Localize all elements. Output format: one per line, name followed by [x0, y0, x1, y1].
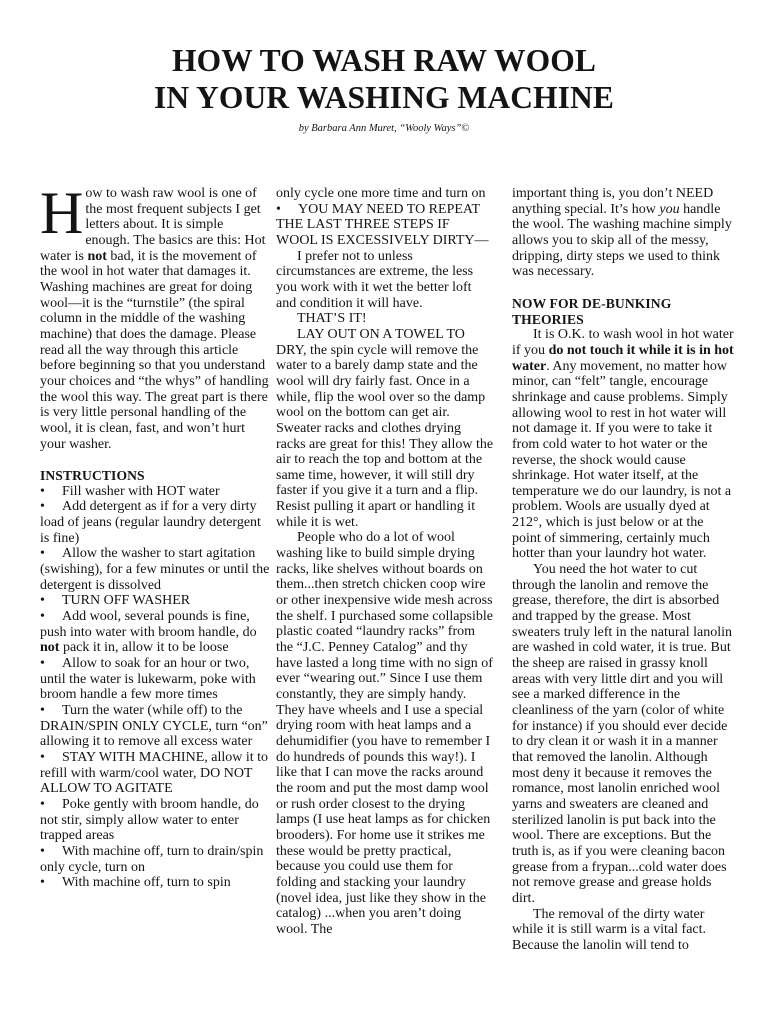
- debunking-heading: NOW FOR DE-BUNKING THEORIES: [512, 295, 672, 327]
- list-item: • Poke gently with broom handle, do not stir, simply allow water to enter trapped areas: [40, 796, 259, 844]
- continued-text: important thing is, you don’t NEED anything special. It’s how you handle the wool. The washing machine simply allows you to skip all of the messy, dripping, dirty steps we used to think was necessary.: [512, 186, 732, 280]
- paragraph: People who do a lot of wool washing like to build simple drying racks, like shelves without boards on them...then stretch chicken coop wire or other inexpensive wide mesh across the shelf. I purchased some collapsible plastic coated “laundry racks” from the “J.C. Penney Catalog” and thy have lasted a long time with no sign of ever “wearing out.” Since I use them constantly, they are simply handy. They have wheels and I use a special drying room with heat lamps and a dehumidifier (you have to remember I do hundreds of pounds this way!). I like that I can move the racks around the room and put the most damp wool or rush order closest to the drying lamps (I use heat lamps as for chicken brooders). For home use it strikes me these would be pretty practical, because you could use them for folding and stacking your laundry (novel idea, just like they show in the catalog) ...when you aren’t doing wool. The: [276, 530, 493, 937]
- paragraph: The removal of the dirty water while it is still warm is a vital fact. Because the lanolin will tend to: [512, 906, 707, 953]
- list-item: • Add wool, several pounds is fine, push into water with broom handle, do not pack it in, allow it to be loose: [40, 609, 257, 656]
- title-line-1: HOW TO WASH RAW WOOL: [172, 43, 596, 78]
- drop-cap: H: [40, 180, 84, 246]
- column-3: [512, 186, 734, 954]
- paragraph: It is O.K. to wash wool in hot water if you do not touch it while it is in hot water. Any movement, no matter how minor, can “felt” tangle, encourage shrinkage and cause problems. Simply allowing wool to rest in hot water will not damage it. If you were to take it from cold water to hot water or the reverse, the shock would cause shrinkage. Hot water itself, at the temperature we do our laundry, is not a problem. Wools are usually dyed at 212°, which is just below or at the point of simmering, certainly much hotter than your laundry hot water.: [512, 327, 734, 562]
- article-title: [0, 42, 768, 116]
- list-item: • TURN OFF WASHER: [40, 593, 191, 609]
- list-item: • With machine off, turn to spin: [40, 875, 231, 891]
- instructions-heading: INSTRUCTIONS: [40, 468, 145, 484]
- title-line-2: IN YOUR WASHING MACHINE: [154, 80, 614, 115]
- list-item: • With machine off, turn to drain/spin only cycle, turn on: [40, 843, 264, 875]
- intro-paragraph: How to wash raw wool is one of the most frequent subjects I get letters about. It is simple enough. The basics are this: Hot water is not bad, it is the movement of the wool in hot water that damages it. Washing machines are great for doing wool—it is the “turnstile” (the spiral column in the middle of the washing machine) that does the damage. Please read all the way through this article before beginning so that you understand your choices and “the whys” of handling the wool this way. The great part is there is very little personal handling of the wool, it is clean, fast, and won’t hurt your washer.: [40, 180, 269, 452]
- paragraph: I prefer not to unless circumstances are extreme, the less you work with it wet the better loft and condition it will have.: [276, 248, 474, 311]
- list-item: • YOU MAY NEED TO REPEAT THE LAST THREE STEPS IF WOOL IS EXCESSIVELY DIRTY—: [276, 201, 489, 248]
- paragraph: THAT’S IT!: [297, 311, 367, 327]
- list-item: • Fill washer with HOT water: [40, 483, 220, 499]
- paragraph: LAY OUT ON A TOWEL TO DRY, the spin cycle will remove the water to a barely damp state and the wool will dry fairly fast. Once in a while, flip the wool over so the damp wool on the bottom can get air. Sweater racks and clothes drying racks are great for this! They allow the air to reach the top and bottom at the same time, however, it will still dry faster if you give it a turn and a flip. Resist pulling it apart or handling it while it is wet.: [276, 326, 494, 530]
- list-item: • Allow to soak for an hour or two, until the water is lukewarm, poke with broom handle a few more times: [40, 656, 256, 703]
- paragraph: You need the hot water to cut through the lanolin and remove the grease, therefore, the dirt is absorbed and trapped by the grease. Most sweaters truly left in the natural lanolin are washed in cold water, it is true. But the sheep are raised in grassy knoll areas with very little dirt and you will see a marked difference in the cleanliness of the yarn (color of white for instance) if you should ever decide to dry clean it or wash it in a manner that removed the lanolin. Although most deny it because it removes the romance, most lanolin enriched wool yarns and sweaters are cleaned and sterilized lanolin is put back into the wool. There are exceptions. But the truth is, as if you were cleaning bacon grease from a frypan...cold water does not remove grease and grease holds dirt.: [512, 562, 733, 906]
- list-item: • Turn the water (while off) to the DRAIN/SPIN ONLY CYCLE, turn “on” allowing it to remove all excess water: [40, 703, 268, 750]
- column-1: [40, 180, 270, 891]
- column-2: [276, 186, 494, 938]
- list-item: • Allow the washer to start agitation (swishing), for a few minutes or until the detergent is dissolved: [40, 546, 270, 593]
- continued-text: only cycle one more time and turn on: [276, 186, 486, 201]
- list-item: • STAY WITH MACHINE, allow it to refill with warm/cool water, DO NOT ALLOW TO AGITATE: [40, 749, 269, 797]
- list-item: • Add detergent as if for a very dirty load of jeans (regular laundry detergent is fine): [40, 499, 261, 546]
- byline: by Barbara Ann Muret, “Wooly Ways”©: [298, 123, 470, 134]
